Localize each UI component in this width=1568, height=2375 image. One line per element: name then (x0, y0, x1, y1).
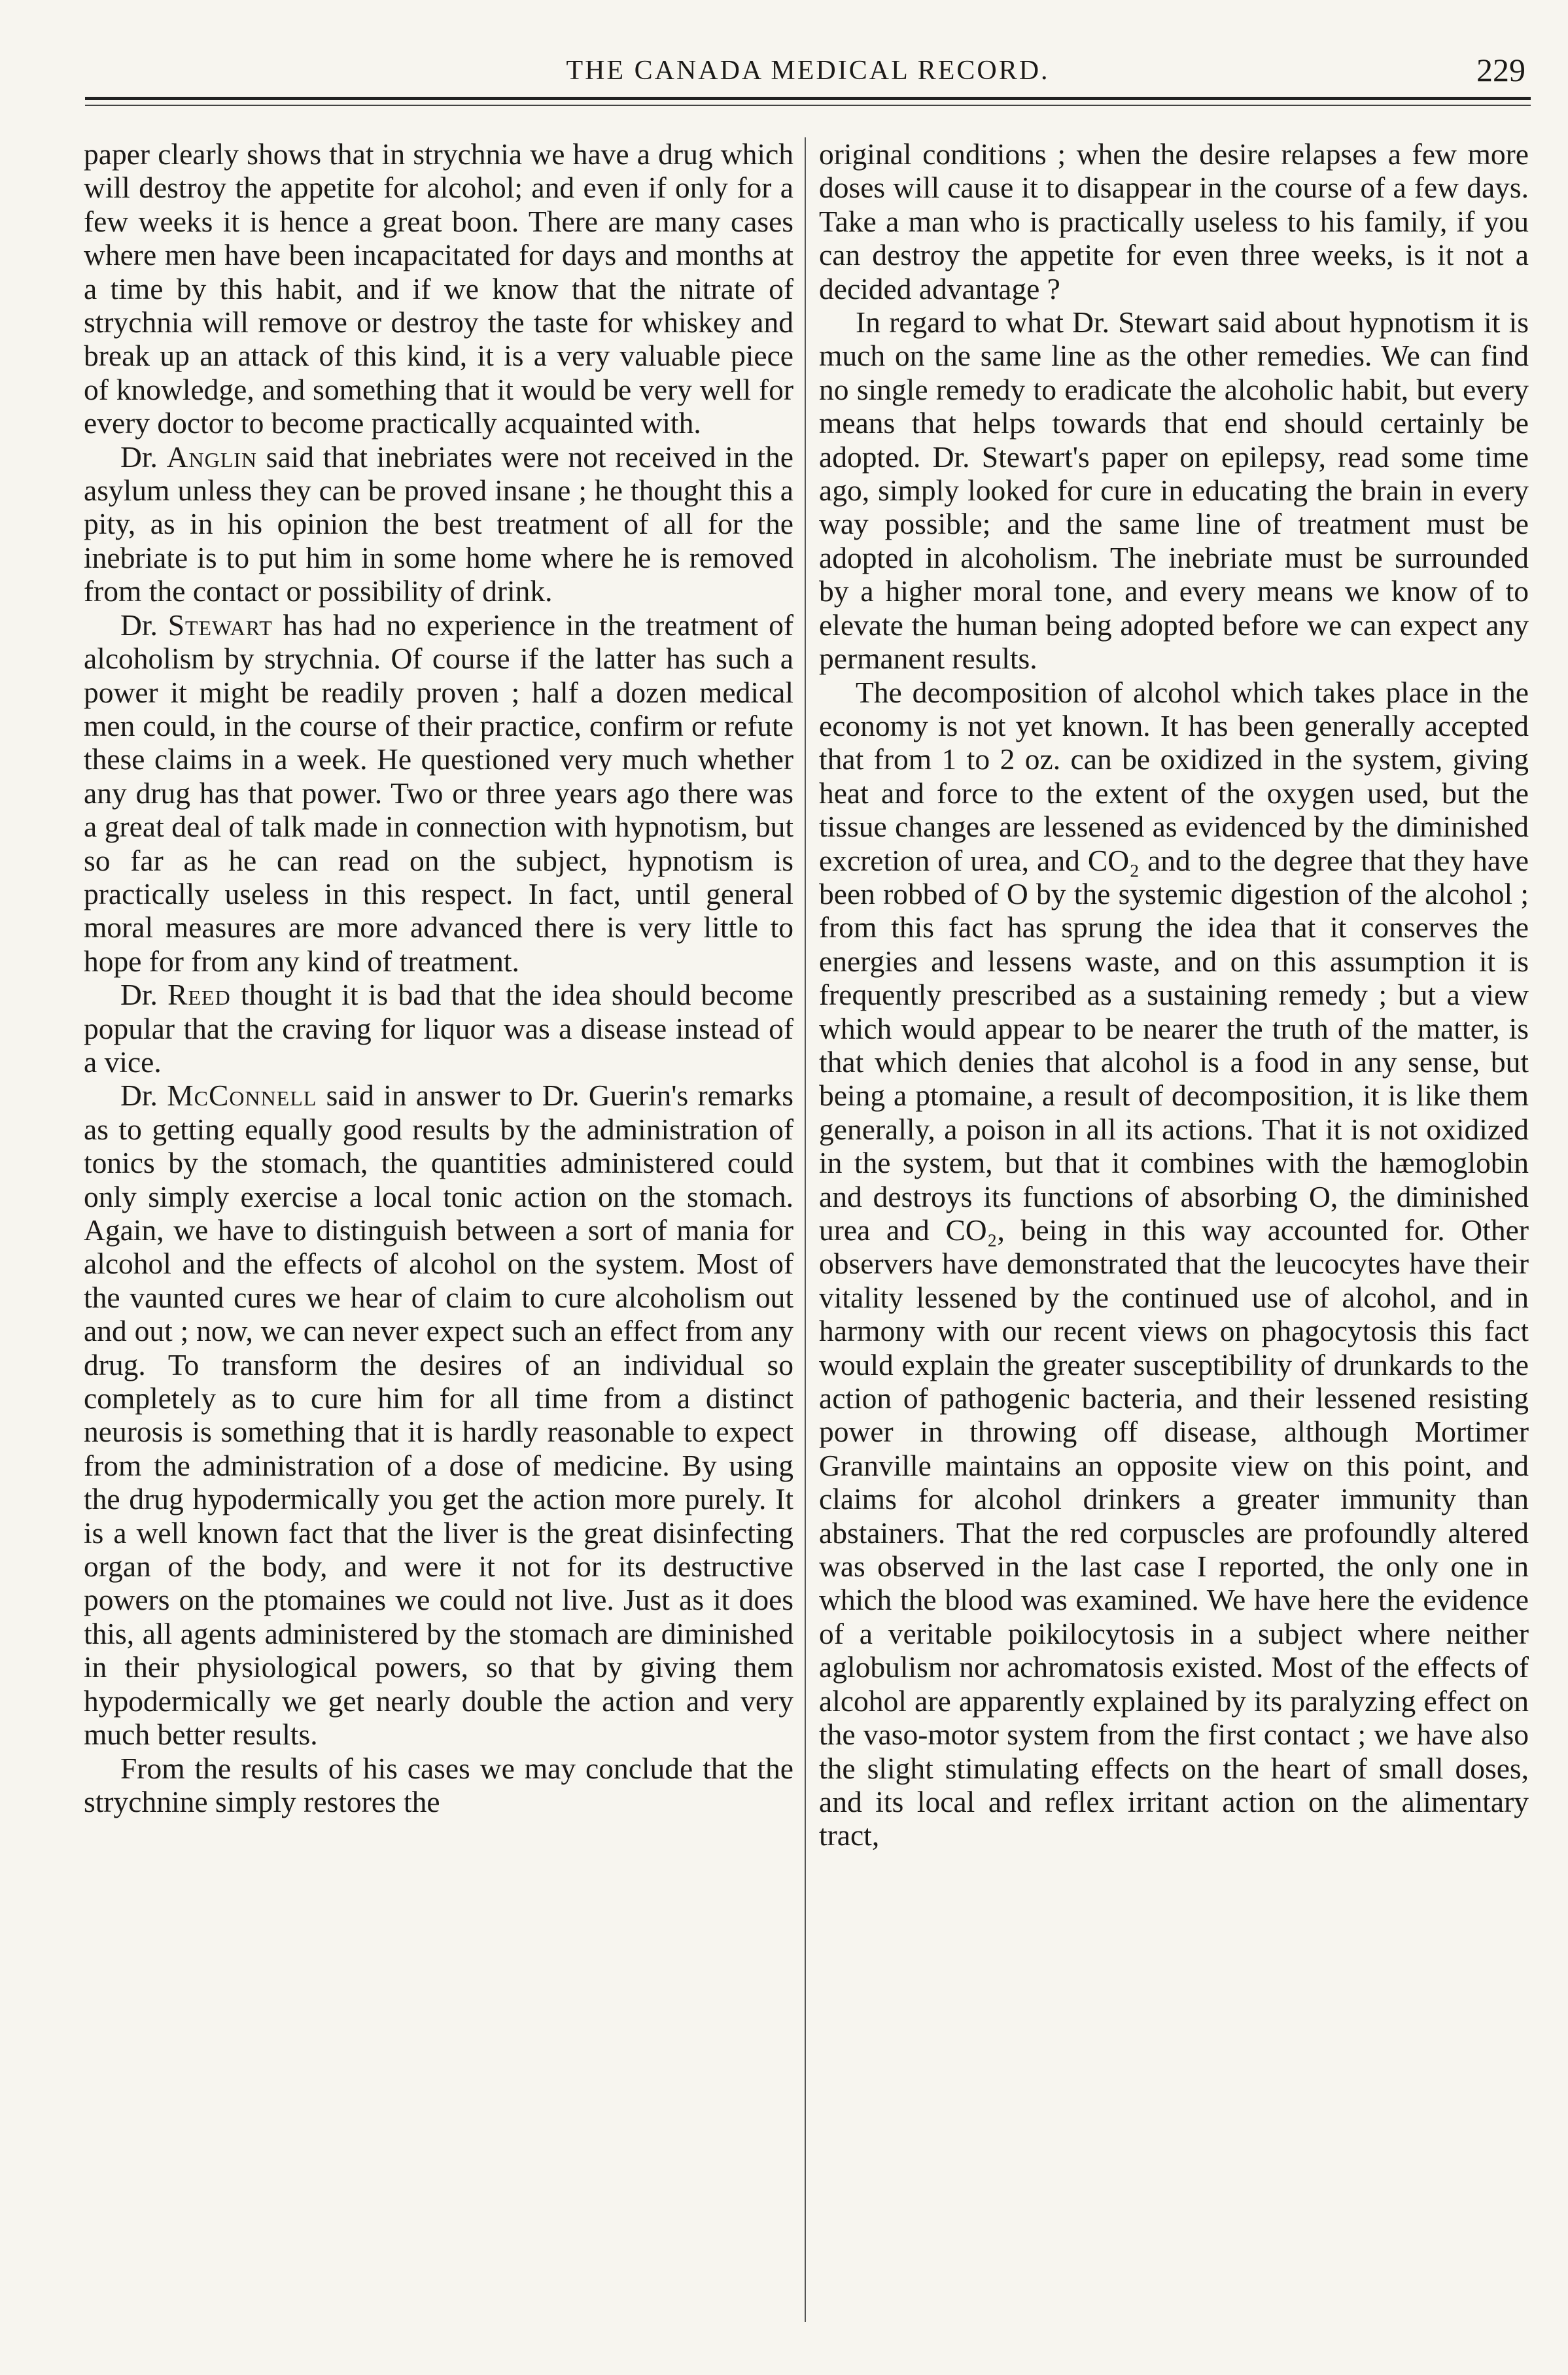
paragraph: original conditions ; when the desire relapses a few more doses will cause it to disappear in the course of a few days. Take a man who is practically useless to his family, if you can destroy the appetite for even three weeks, is it not a decided advantage ? (819, 137, 1529, 305)
speaker-name: McConnell (167, 1079, 317, 1113)
header-rule (85, 97, 1531, 100)
speaker-name: Reed (167, 978, 231, 1012)
paragraph: Dr. Reed thought it is bad that the idea should become popular that the craving for liquor was a disease instead of a vice. (84, 978, 793, 1079)
column-divider (805, 137, 806, 2322)
paragraph: The decomposition of alcohol which takes place in the economy is not yet known. It has been generally accepted that from 1 to 2 oz. can be oxidized in the system, giving heat and force to the extent of the oxygen used, but the tissue changes are lessened as evidenced by the diminished excretion of urea, and CO₂ and to the degree that they have been robbed of O by the systemic digestion of the alcohol ; from this fact has sprung the idea that it conserves the energies and lessens waste, and on this assumption it is frequently prescribed as a sustaining remedy ; but a view which would appear to be nearer the truth of the matter, is that which denies that alcohol is a food in any sense, but being a ptomaine, a result of decomposition, it is like them generally, a poison in all its actions. That it is not oxidized in the system, but that it combines with the hæmoglobin and destroys its functions of absorbing O, the diminished urea and CO₂, being in this way accounted for. Other observers have demonstrated that the leucocytes have their vitality lessened by the continued use of alcohol, and in harmony with our recent views on phagocytosis this fact would explain the greater susceptibility of drunkards to the action of pathogenic bacteria, and their lessened resisting power in throwing off disease, although Mortimer Granville maintains an opposite view on this point, and claims for alcohol drinkers a greater immunity than abstainers. That the red corpuscles are profoundly altered was observed in the last case I reported, the only one in which the blood was examined. We have here the evidence of a veritable poikilocytosis in a subject where neither aglobulism nor achromatosis existed. Most of the effects of alcohol are apparently explained by its paralyzing effect on the vaso-motor system from the first contact ; we have also the slight stimulating effects on the heart of small doses, and its local and reflex irritant action on the alimentary tract, (819, 675, 1529, 1852)
speaker-name: Stewart (167, 608, 273, 642)
speaker-name: Anglin (166, 440, 258, 474)
paragraph: In regard to what Dr. Stewart said about hypnotism it is much on the same line as the other remedies. We can find no single remedy to eradicate the alcoholic habit, but every means that helps towards that end should certainly be adopted. Dr. Stewart's paper on epilepsy, read some time ago, simply looked for cure in educating the brain in every way possible; and the same line of treatment must be adopted in alcoholism. The inebriate must be surrounded by a higher moral tone, and every means we know of to elevate the human being adopted before we can expect any permanent results. (819, 305, 1529, 676)
running-head (85, 46, 1531, 98)
right-column (819, 137, 1529, 2335)
left-column (84, 137, 793, 2335)
page-number: 229 (1476, 52, 1525, 88)
paragraph: Dr. Stewart has had no experience in the treatment of alcoholism by strychnia. Of course if the latter has such a power it might be readily proven ; half a dozen medical men could, in the course of their practice, confirm or refute these claims in a week. He questioned very much whether any drug has that power. Two or three years ago there was a great deal of talk made in connection with hypnotism, but so far as he can read on the subject, hypnotism is practically useless in this respect. In fact, until general moral measures are more advanced there is very little to hope for from any kind of treatment. (84, 608, 793, 978)
paragraph: paper clearly shows that in strychnia we have a drug which will destroy the appetite for alcohol; and even if only for a few weeks it is hence a great boon. There are many cases where men have been incapacitated for days and months at a time by this habit, and if we know that the nitrate of strychnia will remove or destroy the taste for whiskey and break up an attack of this kind, it is a very valuable piece of knowledge, and something that it would be very well for every doctor to become practically acquainted with. (84, 137, 793, 440)
header-rule-thin (85, 105, 1531, 106)
running-title: THE CANADA MEDICAL RECORD. (566, 56, 1050, 86)
paragraph: Dr. McConnell said in answer to Dr. Guerin's remarks as to getting equally good results by the administration of tonics by the stomach, the quantities administered could only simply exercise a local tonic action on the stomach. Again, we have to distinguish between a sort of mania for alcohol and the effects of alcohol on the system. Most of the vaunted cures we hear of claim to cure alcoholism out and out ; now, we can never expect such an effect from any drug. To transform the desires of an individual so completely as to cure him for all time from a distinct neurosis is something that it is hardly reasonable to expect from the administration of a dose of medicine. By using the drug hypodermically you get the action more purely. It is a well known fact that the liver is the great disinfecting organ of the body, and were it not for its destructive powers on the ptomaines we could not live. Just as it does this, all agents administered by the stomach are diminished in their physiological powers, so that by giving them hypodermically we get nearly double the action and very much better results. (84, 1079, 793, 1752)
paragraph: Dr. Anglin said that inebriates were not received in the asylum unless they can be proved insane ; he thought this a pity, as in his opinion the best treatment of all for the inebriate is to put him in some home where he is removed from the contact or possibility of drink. (84, 440, 793, 608)
paragraph: From the results of his cases we may conclude that the strychnine simply restores the (84, 1751, 793, 1818)
